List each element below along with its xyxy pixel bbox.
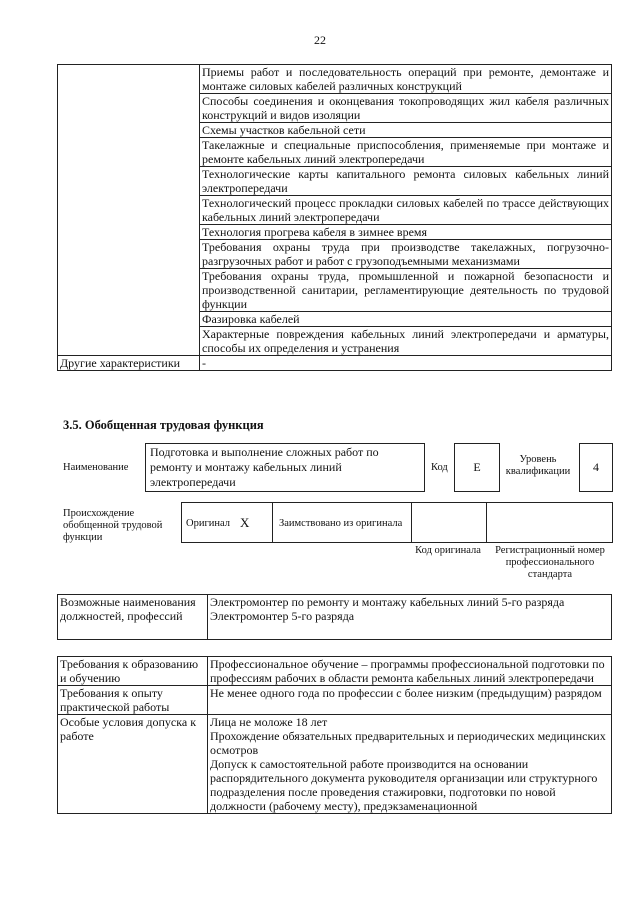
- divider: [272, 503, 273, 542]
- gtf-name-value: Подготовка и выполнение сложных работ по ремонту и монтажу кабельных линий электропередачи: [145, 443, 425, 492]
- education-value: Профессиональное обучение – программы профессиональной подготовки по профессиям рабочих в области ремонта кабельных линий электропередачи: [208, 657, 612, 686]
- knowledge-item: Такелажные и специальные приспособления, применяемые при монтаже и ремонте кабельных линий электропередачи: [200, 138, 612, 167]
- divider: [411, 503, 412, 542]
- page-number: 22: [314, 33, 326, 47]
- table-row: [58, 715, 612, 814]
- position-item: Электромонтер 5-го разряда: [210, 609, 355, 623]
- section-heading: 3.5. Обобщенная трудовая функция: [63, 418, 264, 432]
- origin-label: Происхождение обобщенной трудовой функции: [63, 508, 163, 543]
- experience-label: Требования к опыту практической работы: [58, 686, 208, 715]
- origin-box: [181, 502, 613, 543]
- code-original-caption: Код оригинала: [415, 545, 481, 556]
- code-label: Код: [431, 462, 448, 473]
- positions-values: [208, 595, 612, 640]
- admission-values: [208, 715, 612, 814]
- table-row: [58, 356, 612, 371]
- knowledge-item: Способы соединения и оконцевания токопроводящих жил кабеля различных конструкций и видов изоляции: [200, 94, 612, 123]
- table-row: [58, 595, 612, 640]
- table-row: [58, 686, 612, 715]
- knowledge-item: Технологический процесс прокладки силовых кабелей по трассе действующих кабельных линий электропередачи: [200, 196, 612, 225]
- knowledge-item: Требования охраны труда при производстве такелажных, погрузочно-разгрузочных работ и работ с грузоподъемными механизмами: [200, 240, 612, 269]
- positions-table: [57, 594, 612, 640]
- knowledge-table: [57, 64, 612, 371]
- admission-item: Допуск к самостоятельной работе производится на основании распорядительного документа руководителя организации или структурного подразделения после проведения стажировки, подготовки по новой должности (рабочему месту), предэкзаменационной: [210, 757, 598, 813]
- table-row: [58, 657, 612, 686]
- admission-label: Особые условия допуска к работе: [58, 715, 208, 814]
- gtf-code-value: E: [454, 443, 500, 492]
- borrowed-label: Заимствовано из оригинала: [279, 518, 403, 529]
- empty-label-cell: [58, 65, 200, 356]
- level-label: Уровень квалификации: [505, 454, 571, 477]
- knowledge-item: Схемы участков кабельной сети: [200, 123, 612, 138]
- other-characteristics-value: -: [200, 356, 612, 371]
- experience-value: Не менее одного года по профессии с более низким (предыдущим) разрядом: [208, 686, 612, 715]
- knowledge-item: Фазировка кабелей: [200, 312, 612, 327]
- other-characteristics-label: Другие характеристики: [58, 356, 200, 371]
- original-mark: X: [240, 515, 250, 530]
- original-label: Оригинал: [186, 518, 230, 529]
- knowledge-item: Требования охраны труда, промышленной и пожарной безопасности и производственной санитарии, регламентирующие деятельность по трудовой функции: [200, 269, 612, 312]
- knowledge-item: Приемы работ и последовательность операций при ремонте, демонтаже и монтаже силовых кабелей различных конструкций: [200, 65, 612, 94]
- positions-label: Возможные наименования должностей, профессий: [58, 595, 208, 640]
- requirements-table: [57, 656, 612, 814]
- admission-item: Прохождение обязательных предварительных и периодических медицинских осмотров: [210, 729, 606, 757]
- table-row: [58, 65, 612, 94]
- knowledge-item: Технология прогрева кабеля в зимнее время: [200, 225, 612, 240]
- divider: [486, 503, 487, 542]
- gtf-level-value: 4: [579, 443, 613, 492]
- admission-item: Лица не моложе 18 лет: [210, 715, 328, 729]
- knowledge-item: Характерные повреждения кабельных линий электропередачи и арматуры, способы их определения и устранения: [200, 327, 612, 356]
- reg-number-caption: Регистрационный номер профессионального стандарта: [495, 545, 605, 580]
- name-label: Наименование: [63, 462, 129, 473]
- position-item: Электромонтер по ремонту и монтажу кабельных линий 5-го разряда: [210, 595, 565, 609]
- education-label: Требования к образованию и обучению: [58, 657, 208, 686]
- knowledge-item: Технологические карты капитального ремонта силовых кабельных линий электропередачи: [200, 167, 612, 196]
